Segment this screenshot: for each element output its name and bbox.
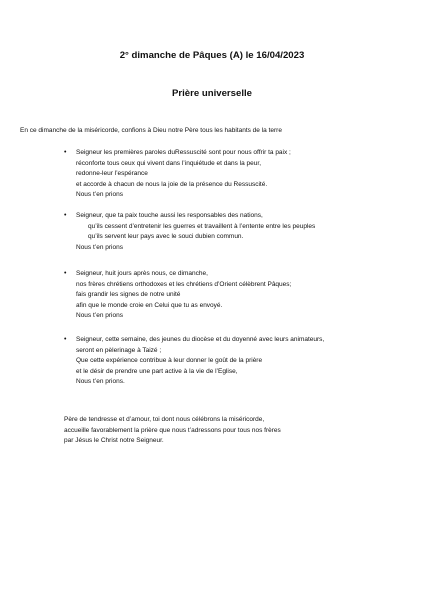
intention-line: et le désir de prendre une part active à la vie de l’Eglise,	[76, 367, 238, 375]
intention-line: qu’ils cessent d’entretenir les guerres et travaillent à l’entente entre les peuples	[88, 222, 316, 230]
intention-response: Nous t’en prions	[76, 312, 123, 320]
document-subtitle: Prière universelle	[172, 88, 252, 99]
intention-line: nos frères chrétiens orthodoxes et les chrétiens d’Orient célèbrent Pâques;	[76, 280, 292, 288]
closing-prayer	[64, 415, 281, 447]
closing-line: par Jésus le Christ notre Seigneur.	[64, 437, 164, 445]
intention-line: Seigneur, que ta paix touche aussi les responsables des nations,	[76, 212, 263, 219]
closing-line: accueille favorablement la prière que nous t’adressons pour tous nos frères	[64, 426, 281, 434]
intention-response: Nous t’en prions	[76, 191, 123, 199]
intention-line: et accorde à chacun de nous la joie de la présence du Ressuscité.	[76, 180, 268, 188]
bullet-marker: •	[64, 212, 67, 219]
document-title: 2° dimanche de Pâques (A) le 16/04/2023	[119, 50, 305, 61]
bullet-marker: •	[64, 336, 67, 343]
bullet-marker: •	[64, 149, 67, 156]
intention-line: Que cette expérience contribue à leur donner le goût de la prière	[76, 357, 263, 365]
intention-line: afin que le monde croie en Celui que tu as envoyé.	[76, 301, 223, 309]
intention-response: Nous t’en prions.	[76, 378, 125, 386]
intention-line: seront en pèlerinage à Taizé ;	[76, 346, 162, 354]
intention-response: Nous t’en prions	[76, 243, 123, 251]
intention-line: Seigneur les premières paroles duRessuscité sont pour nous offrir ta paix ;	[76, 149, 291, 156]
closing-line: Père de tendresse et d’amour, toi dont nous célébrons la miséricorde,	[64, 416, 265, 423]
intention-line: redonne-leur l’espérance	[76, 170, 148, 178]
intention-line: réconforte tous ceux qui vivent dans l’inquiétude et dans la peur,	[76, 159, 262, 167]
intention-line: Seigneur, huit jours après nous, ce dimanche,	[76, 270, 208, 277]
bullet-marker: •	[64, 270, 67, 277]
intention-line: qu’ils servent leur pays avec le souci dubien commun.	[88, 233, 244, 241]
intention-line: Seigneur, cette semaine, des jeunes du diocèse et du doyenné avec leurs animateurs,	[76, 336, 325, 343]
intro-paragraph: En ce dimanche de la miséricorde, confions à Dieu notre Père tous les habitants de la terre	[20, 127, 282, 134]
intention-line: fais grandir les signes de notre unité	[76, 291, 181, 299]
